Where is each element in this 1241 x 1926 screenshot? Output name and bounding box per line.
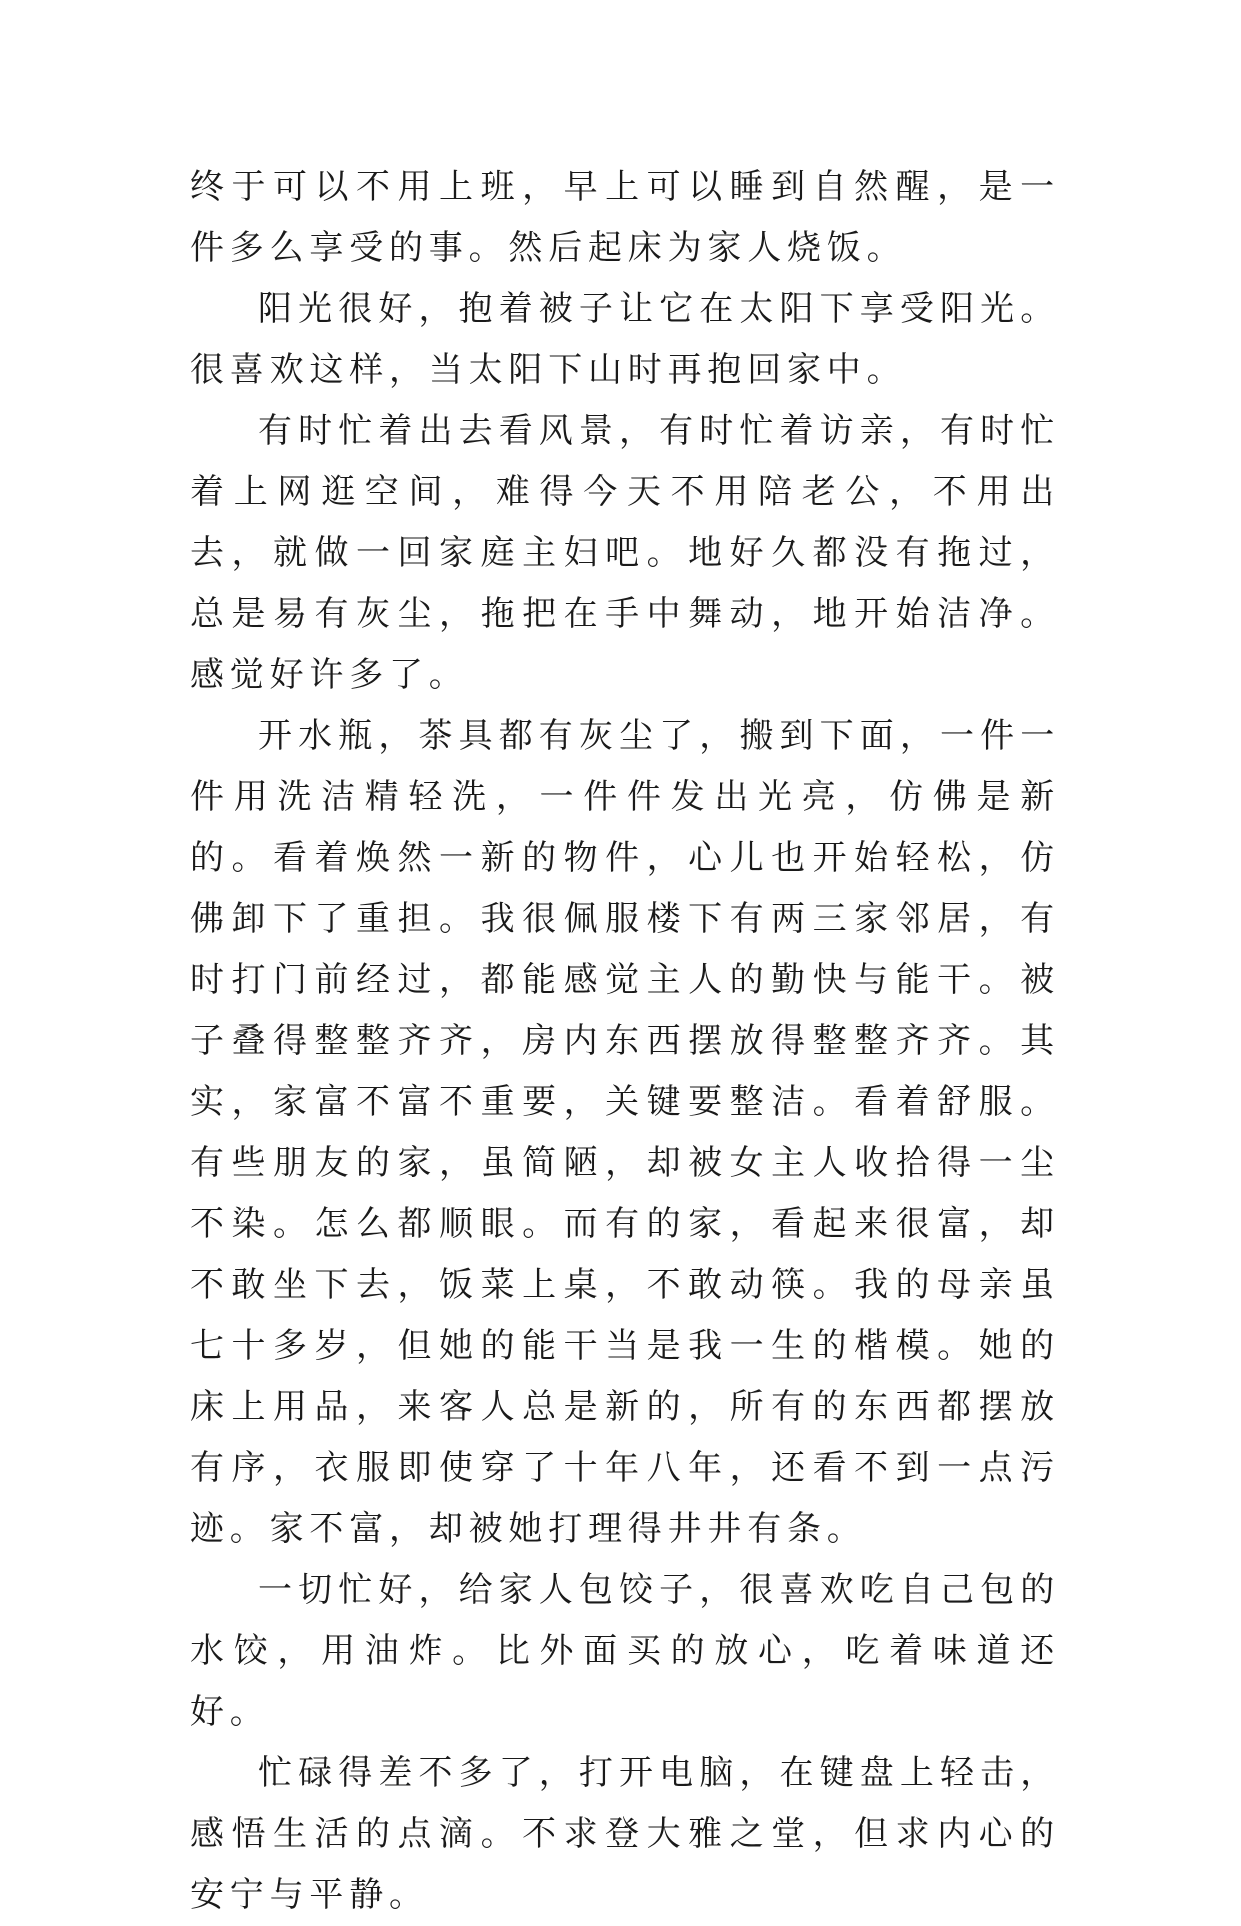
paragraph-6: 忙碌得差不多了，打开电脑，在键盘上轻击，感悟生活的点滴。不求登大雅之堂，但求内心的安宁与平静。	[190, 1753, 1060, 1915]
paragraph-1: 终于可以不用上班，早上可以睡到自然醒，是一件多么享受的事。然后起床为家人烧饭。	[190, 167, 1060, 268]
paragraph-2: 阳光很好，抱着被子让它在太阳下享受阳光。很喜欢这样，当太阳下山时再抱回家中。	[190, 289, 1060, 390]
paragraph-5: 一切忙好，给家人包饺子，很喜欢吃自己包的水饺，用油炸。比外面买的放心，吃着味道还好。	[190, 1570, 1060, 1732]
paragraph-3: 有时忙着出去看风景，有时忙着访亲，有时忙着上网逛空间，难得今天不用陪老公，不用出去，就做一回家庭主妇吧。地好久都没有拖过，总是易有灰尘，拖把在手中舞动，地开始洁净。感觉好许多了。	[190, 411, 1060, 695]
paragraph-4: 开水瓶，茶具都有灰尘了，搬到下面，一件一件用洗洁精轻洗，一件件发出光亮，仿佛是新的。看着焕然一新的物件，心儿也开始轻松，仿佛卸下了重担。我很佩服楼下有两三家邻居，有时打门前经过，都能感觉主人的勤快与能干。被子叠得整整齐齐，房内东西摆放得整整齐齐。其实，家富不富不重要，关键要整洁。看着舒服。有些朋友的家，虽简陋，却被女主人收拾得一尘不染。怎么都顺眼。而有的家，看起来很富，却不敢坐下去，饭菜上桌，不敢动筷。我的母亲虽七十多岁，但她的能干当是我一生的楷模。她的床上用品，来客人总是新的，所有的东西都摆放有序，衣服即使穿了十年八年，还看不到一点污迹。家不富，却被她打理得井井有条。	[190, 716, 1060, 1549]
document-body	[190, 157, 1060, 1926]
